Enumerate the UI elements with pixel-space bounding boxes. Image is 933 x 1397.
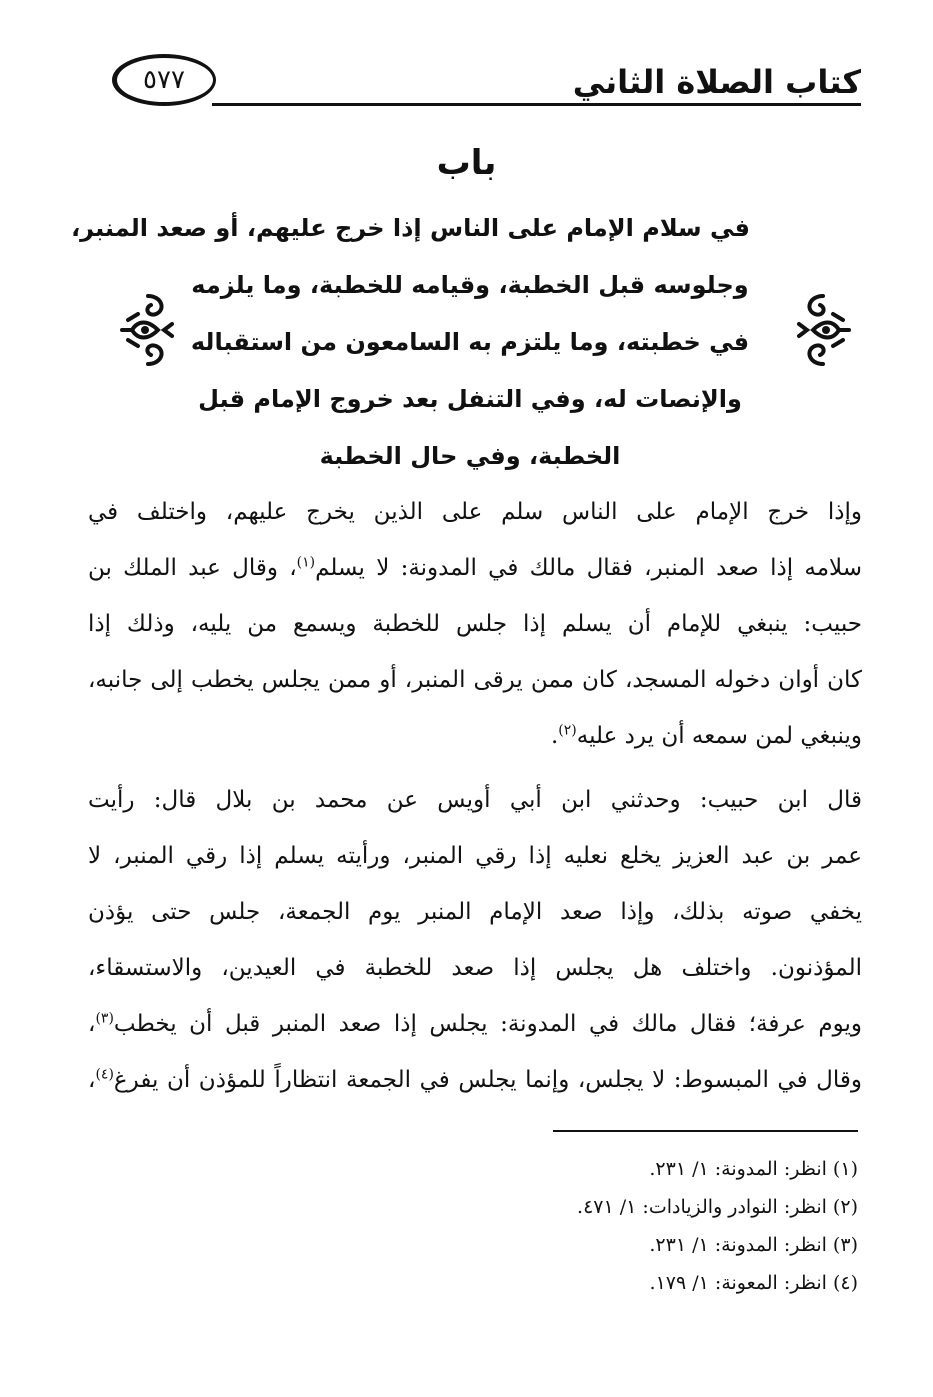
body-text [88,484,862,1108]
chapter-label: باب [436,143,497,183]
chapter-title-line: في سلام الإمام على الناس إذا خرج عليهم، أو صعد المنبر، [71,214,750,242]
text-line: عمر بن عبد العزيز يخلع نعليه إذا رقي المنبر، ورأيته يسلم إذا رقي المنبر، لا [88,843,862,869]
footnote: (٤) انظر: المعونة: ١/ ١٧٩. [649,1272,858,1294]
running-title: كتاب الصلاة الثاني [572,63,861,101]
text-line [88,540,862,596]
text-segment: ويوم عرفة؛ فقال مالك في المدونة: يجلس إذا صعد المنبر قبل أن يخطب [113,1011,862,1037]
footnotes-list [358,1150,858,1302]
text-segment: وينبغي لمن سمعه أن يرد عليه [576,723,862,749]
text-segment: ، [88,1067,96,1093]
text-segment: ، وقال عبد الملك بن [88,555,297,581]
footnote: (١) انظر: المدونة: ١/ ٢٣١. [649,1158,858,1180]
chapter-title-line: في خطبته، وما يلتزم به السامعون من استقباله [190,328,750,356]
text-line: وإذا خرج الإمام على الناس سلم على الذين يخرج عليهم، واختلف في [88,499,862,525]
footnote-marker[interactable]: (٣) [95,1010,114,1027]
chapter-title-line: وجلوسه قبل الخطبة، وقيامه للخطبة، وما يلزمه [191,271,749,299]
page-header [0,0,933,120]
text-segment: ، [88,1011,96,1037]
paragraph [88,772,862,1108]
text-line: كان أوان دخوله المسجد، كان ممن يرقى المنبر، أو ممن يجلس يخطب إلى جانبه، [88,667,862,693]
floral-ornament-icon [793,290,853,370]
footnote-marker[interactable]: (٢) [558,722,577,739]
footnote-marker[interactable]: (١) [296,554,316,571]
footnote-marker[interactable]: (٤) [95,1066,114,1083]
footnote-separator [553,1130,858,1132]
header-rule [212,103,861,106]
text-segment: وقال في المبسوط: لا يجلس، وإنما يجلس في الجمعة انتظاراً للمؤذن أن يفرغ [113,1067,862,1093]
text-line: قال ابن حبيب: وحدثني ابن أبي أويس عن محمد بن بلال قال: رأيت [88,787,862,813]
page-number: ٥٧٧ [143,65,185,95]
text-segment: سلامه إذا صعد المنبر، فقال مالك في المدونة: لا يسلم [315,555,863,581]
chapter-title [71,200,750,485]
footnote: (٢) انظر: النوادر والزيادات: ١/ ٤٧١. [577,1196,858,1218]
paragraph [88,484,862,764]
chapter-title-line: والإنصات له، وفي التنفل بعد خروج الإمام قبل [198,385,742,413]
text-line: المؤذنون. واختلف هل يجلس إذا صعد للخطبة في العيدين، والاستسقاء، [88,955,862,981]
chapter-title-line: الخطبة، وفي حال الخطبة [319,442,621,470]
text-line [88,1052,862,1108]
text-line: يخفي صوته بذلك، وإذا صعد الإمام المنبر يوم الجمعة، جلس حتى يؤذن [88,899,862,925]
footnote: (٣) انظر: المدونة: ١/ ٢٣١. [649,1234,858,1256]
text-line: حبيب: ينبغي للإمام أن يسلم إذا جلس للخطبة ويسمع من يليه، وذلك إذا [88,611,862,637]
floral-ornament-icon [118,290,178,370]
text-segment: . [550,723,559,749]
text-line [88,708,862,764]
text-line [88,996,862,1052]
